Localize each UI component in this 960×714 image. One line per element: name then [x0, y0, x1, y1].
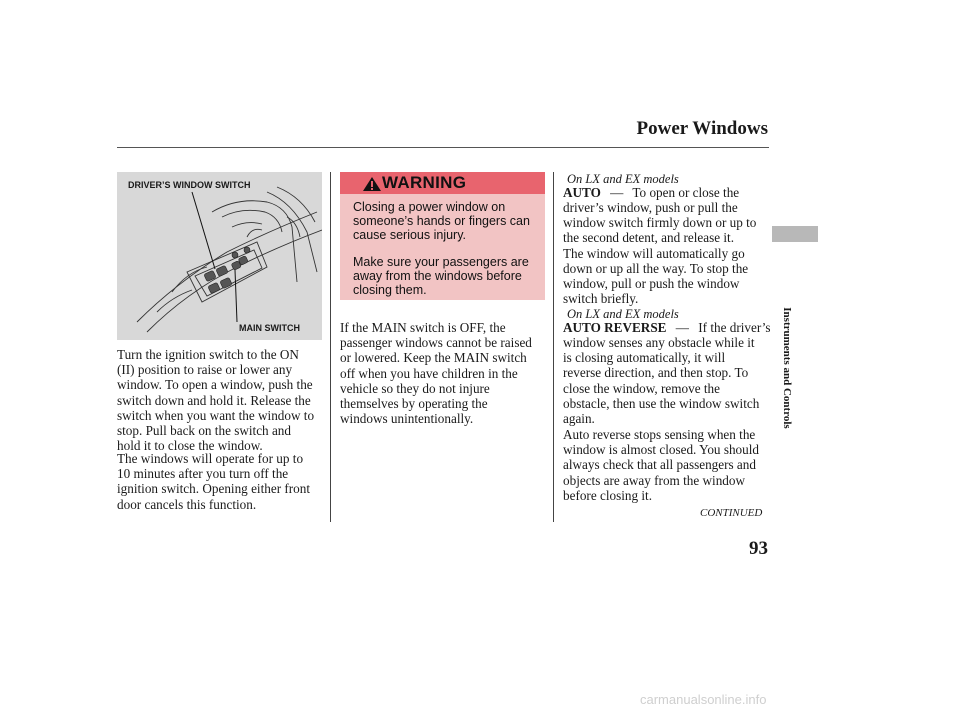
auto-first-line: To open or close the — [632, 185, 740, 200]
auto-paragraph: driver’s window, push or pull the window switch firmly down or up to the second detent, and release it. The window will automatically go down or up all the way. To stop the window, pull or push the window switch briefly. — [563, 200, 757, 307]
section-tab-label — [777, 250, 797, 490]
column-divider-left — [330, 172, 331, 522]
auto-model-note: On LX and EX models — [567, 172, 679, 186]
warning-triangle-icon — [362, 176, 382, 192]
auto-reverse-model-note: On LX and EX models — [567, 307, 679, 321]
ignition-instructions-paragraph: Turn the ignition switch to the ON (II) position to raise or lower any window. To open a window, push the switch down and hold it. Release the switch when you want the window to stop. Pull back on the switch and hold it to close the window. — [117, 347, 315, 454]
title-divider — [117, 147, 769, 148]
warning-text-passengers: Make sure your passengers are away from the windows before closing them. — [353, 255, 529, 297]
figure-label-main-switch: MAIN SWITCH — [239, 323, 300, 333]
page-title: Power Windows — [636, 118, 768, 139]
auto-heading-line — [563, 185, 739, 200]
section-tab-text: Instruments and Controls — [781, 307, 793, 429]
warning-text-injury: Closing a power window on someone’s hands or fingers can cause serious injury. — [353, 200, 530, 242]
auto-dash: — — [610, 185, 624, 200]
continued-label: CONTINUED — [700, 507, 763, 519]
column-divider-right — [553, 172, 554, 522]
auto-reverse-limit-paragraph: Auto reverse stops sensing when the window is almost closed. You should always check that all passengers and objects are away from the window before closing it. — [563, 427, 759, 503]
auto-reverse-first-line: If the driver’s — [698, 320, 771, 335]
section-tab-marker — [772, 226, 818, 242]
figure-label-drivers-switch: DRIVER’S WINDOW SWITCH — [128, 180, 251, 190]
warning-title: WARNING — [382, 173, 467, 192]
window-switch-illustration — [117, 172, 322, 340]
auto-reverse-paragraph: window senses any obstacle while it is closing automatically, it will reverse direction, and then stop. To close the window, remove the obstacle, then use the window switch again. — [563, 335, 760, 427]
auto-heading: AUTO — [563, 185, 601, 200]
auto-reverse-dash: — — [675, 320, 689, 335]
auto-reverse-heading-line — [563, 320, 771, 335]
watermark: carmanualsonline.info — [640, 692, 767, 707]
door-panel-drawing — [117, 172, 322, 340]
page-number: 93 — [749, 538, 768, 559]
timer-paragraph: The windows will operate for up to 10 minutes after you turn off the ignition switch. Opening either front door cancels this function. — [117, 451, 311, 512]
auto-reverse-heading: AUTO REVERSE — [563, 320, 667, 335]
main-switch-paragraph: If the MAIN switch is OFF, the passenger windows cannot be raised or lowered. Keep the MAIN switch off when you have children in the vehicle so they do not injure themselves by operating the windows unintentionally. — [340, 320, 532, 427]
